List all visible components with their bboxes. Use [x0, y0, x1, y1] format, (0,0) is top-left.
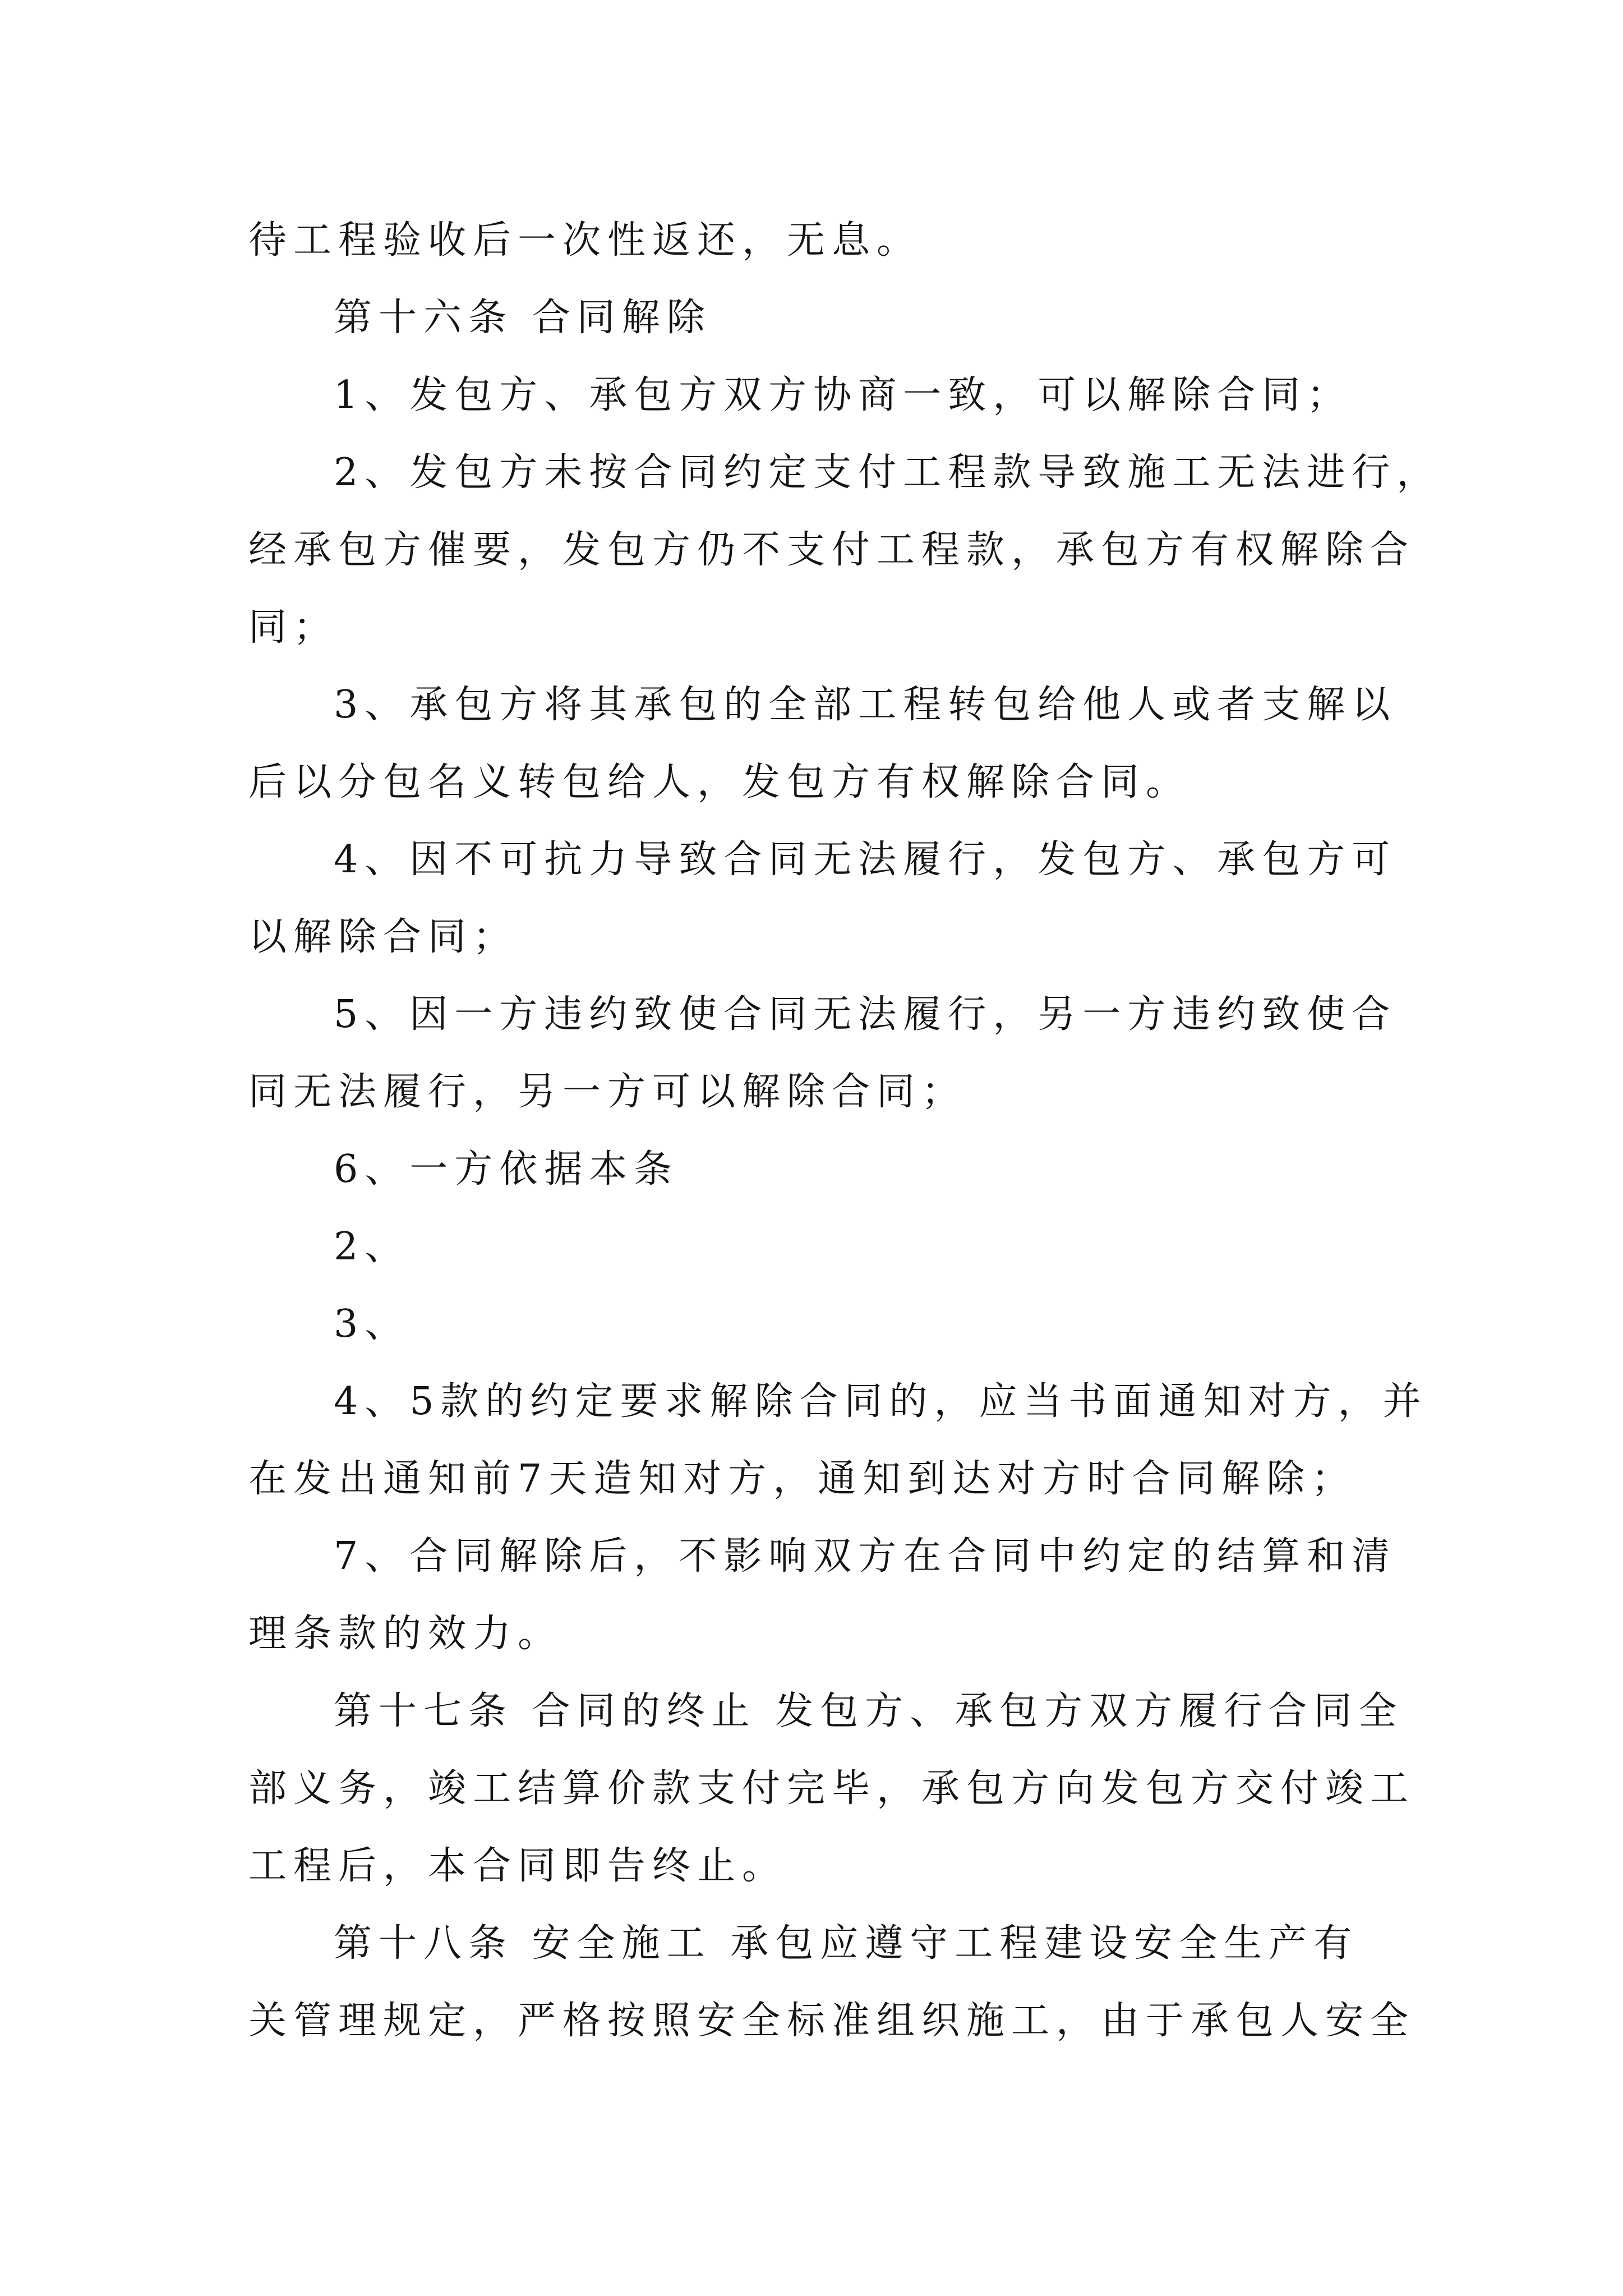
text-line: 2、 — [334, 1225, 410, 1269]
text-line: 理条款的效力。 — [248, 1612, 563, 1656]
text-line: 3、承包方将其承包的全部工程转包给他人或者支解以 — [334, 683, 1397, 727]
text-line: 6、一方依据本条 — [334, 1147, 679, 1191]
document-body — [248, 202, 1442, 2060]
text-line: 部义务，竣工结算价款支付完毕，承包方向发包方交付竣工 — [248, 1766, 1415, 1811]
text-line: 以解除合同； — [248, 915, 518, 959]
text-line: 在发出通知前7天造知对方，通知到达对方时合同解除； — [248, 1457, 1357, 1501]
text-line: 同； — [248, 605, 339, 650]
text-line: 关管理规定，严格按照安全标准组织施工，由于承包人安全 — [248, 1999, 1415, 2043]
text-line: 第十七条 合同的终止 发包方、承包方双方履行合同全 — [334, 1689, 1404, 1733]
text-line: 7、合同解除后，不影响双方在合同中约定的结算和清 — [334, 1534, 1397, 1579]
text-line: 工程后，本合同即告终止。 — [248, 1844, 787, 1888]
text-line: 2、发包方未按合同约定支付工程款导致施工无法进行， — [334, 450, 1442, 495]
text-line: 第十八条 安全施工 承包应遵守工程建设安全生产有 — [334, 1921, 1359, 1966]
text-line: 第十六条 合同解除 — [334, 296, 712, 340]
text-line: 同无法履行，另一方可以解除合同； — [248, 1070, 967, 1114]
text-line: 经承包方催要，发包方仍不支付工程款，承包方有权解除合 — [248, 528, 1415, 572]
text-line: 4、因不可抗力导致合同无法履行，发包方、承包方可 — [334, 838, 1397, 882]
text-line: 后以分包名义转包给人，发包方有权解除合同。 — [248, 760, 1191, 804]
text-line: 待工程验收后一次性返还，无息。 — [248, 218, 922, 263]
text-line: 4、5款的约定要求解除合同的，应当书面通知对方，并 — [334, 1379, 1428, 1424]
text-line: 5、因一方违约致使合同无法履行，另一方违约致使合 — [334, 992, 1397, 1037]
text-line: 3、 — [334, 1302, 410, 1346]
text-line: 1、发包方、承包方双方协商一致，可以解除合同； — [334, 373, 1352, 417]
